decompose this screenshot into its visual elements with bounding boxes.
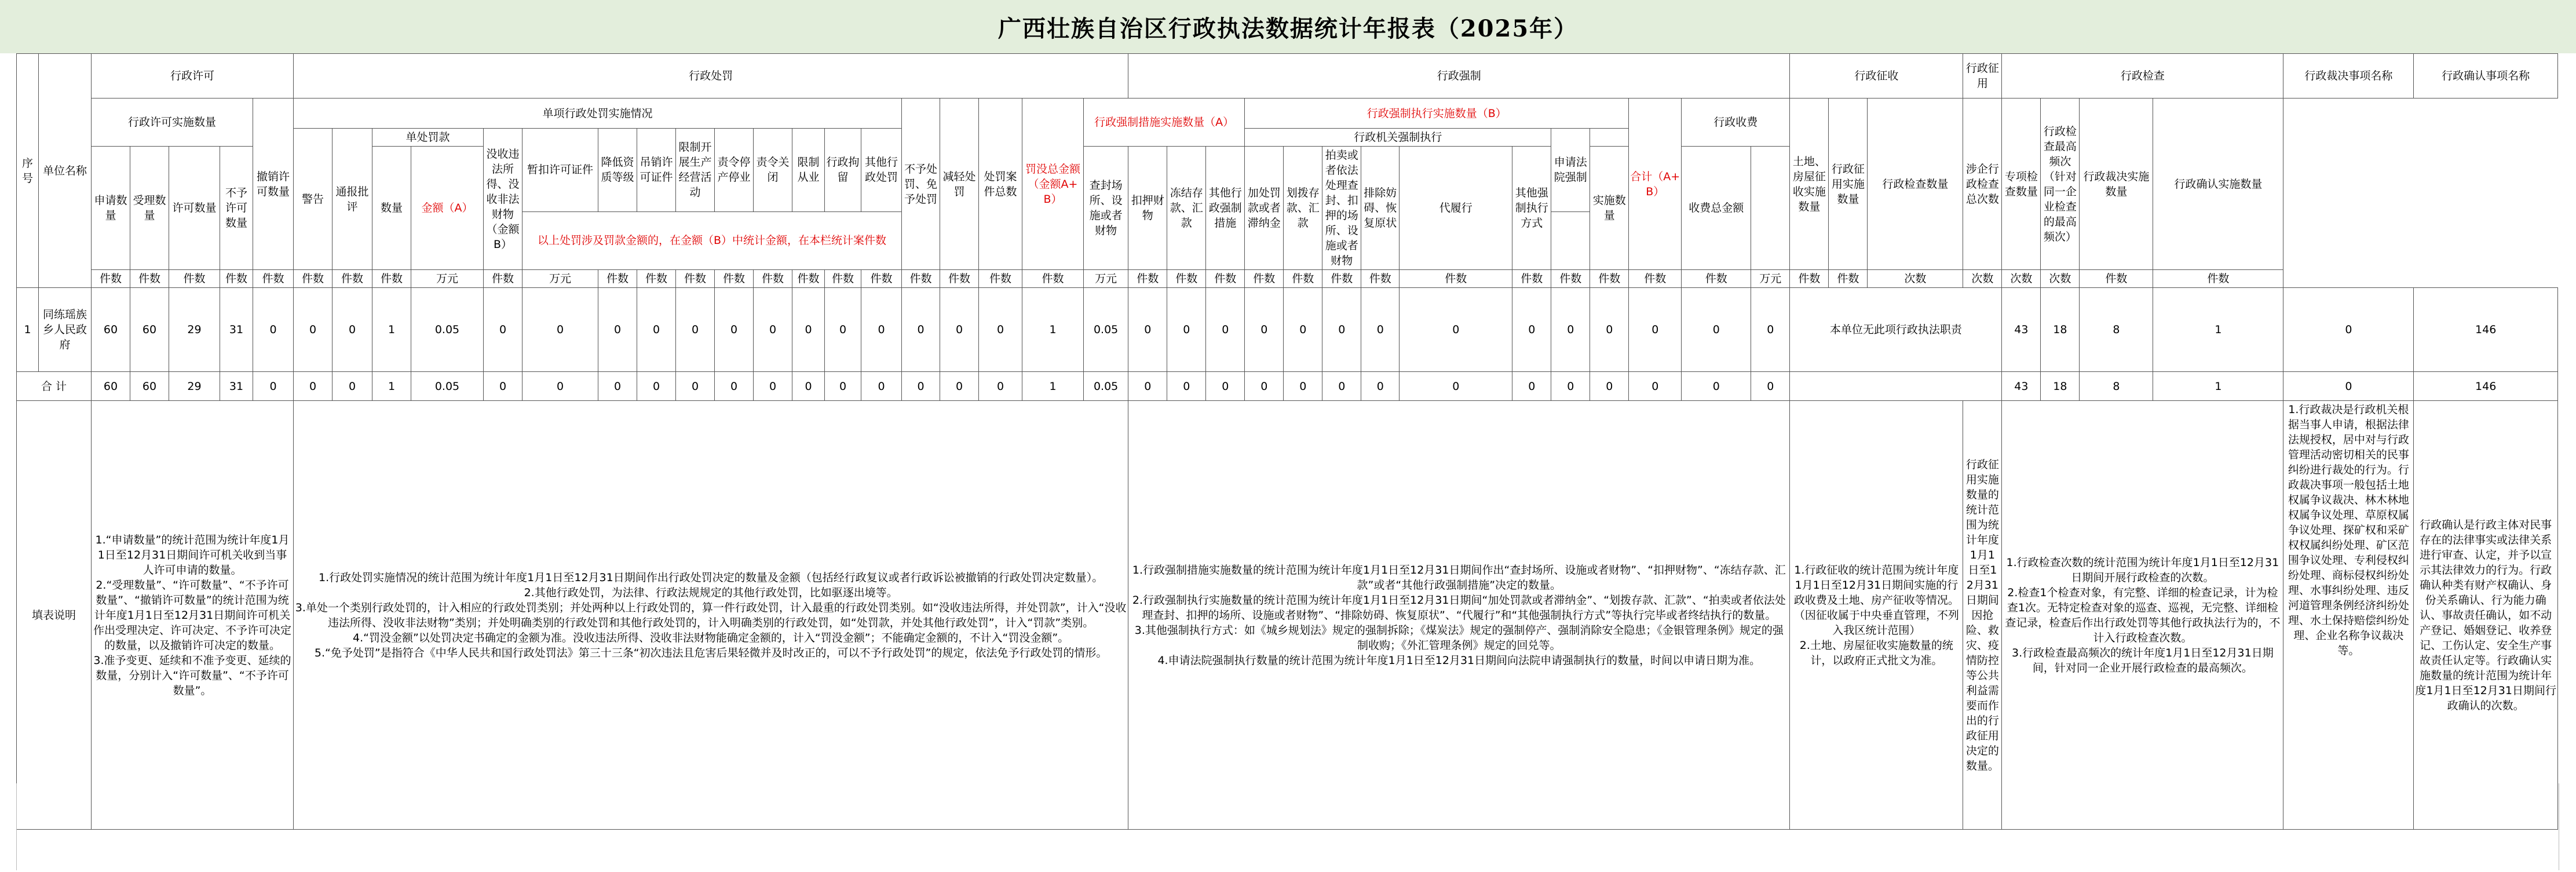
notes-label: 填表说明: [17, 401, 92, 830]
header-qz-measures: 行政强制措施实施数量（A）: [1084, 98, 1245, 147]
cell: 0: [1400, 288, 1512, 372]
cell: 0: [2283, 288, 2414, 372]
cell: 0: [522, 372, 598, 401]
cell: 0: [1629, 372, 1682, 401]
cell: 0: [1512, 288, 1551, 372]
header-qz-court-cont: [1551, 211, 1590, 269]
row-seq: 1: [17, 288, 39, 372]
unit-cell: 件数: [1400, 270, 1512, 288]
unit-cell: 件数: [979, 270, 1022, 288]
cell: 0: [902, 372, 940, 401]
cell: 8: [2080, 288, 2153, 372]
cell: 0: [979, 372, 1022, 401]
header-qz-e-remove: 排除妨碍、恢复原状: [1361, 147, 1400, 270]
unit-cell: 件数: [253, 270, 294, 288]
header-xk-accept: 受理数量: [130, 147, 169, 270]
header-cj-count: 行政裁决实施数量: [2080, 98, 2153, 270]
cell: 0: [1551, 372, 1590, 401]
cell: 31: [220, 288, 253, 372]
unit-cell: 件数: [169, 270, 220, 288]
notes-zs: 1.行政征收的统计范围为统计年度1月1日至12月31日期间实施的行政收费及土地、房产征收等情况。（因征收属于中央垂直管理，不列入我区统计范围） 2.土地、房屋征收实施数量的统计，以政府正式批文为准。: [1790, 401, 1963, 830]
cell: 0: [1590, 372, 1629, 401]
header-cf-revoke-cert: 吊销许可证件: [637, 129, 676, 212]
unit-cell: 件数: [2153, 270, 2283, 288]
cell: 0: [715, 288, 754, 372]
header-qz-m-freeze: 冻结存款、汇款: [1167, 147, 1206, 270]
cell: 0: [522, 288, 598, 372]
unit-cell: 件数: [792, 270, 825, 288]
header-qz-m-seize: 扣押财物: [1128, 147, 1167, 270]
unit-cell: 件数: [754, 270, 792, 288]
cell: 0: [1361, 288, 1400, 372]
total-label: 合 计: [17, 372, 92, 401]
cell: 0: [861, 288, 902, 372]
cell: 0: [940, 372, 979, 401]
no-duty-note: 本单位无此项行政执法职责: [1790, 288, 2002, 372]
header-zs-fee: 行政收费: [1682, 98, 1790, 147]
header-cf-nopenalty: 不予处罚、免予处罚: [902, 98, 940, 270]
unit-cell: 件数: [372, 270, 411, 288]
header-zs-count: 实施数量: [1590, 147, 1629, 270]
cell: 1: [1022, 372, 1084, 401]
cell: 8: [2080, 372, 2153, 401]
cell: 0: [979, 288, 1022, 372]
cell: 1: [372, 288, 411, 372]
cell: 0: [1629, 288, 1682, 372]
cell: 0: [253, 372, 294, 401]
unit-cell: 件数: [1629, 270, 1682, 288]
header-qz-exec-org: 行政机关强制执行: [1245, 129, 1551, 147]
cell: 0: [825, 372, 861, 401]
cell: 60: [92, 288, 130, 372]
header-cf-fine-count: 数量: [372, 147, 411, 270]
cell: 0: [1322, 288, 1361, 372]
cell: 0: [637, 372, 676, 401]
header-cf-confiscate: 没收违法所得、没收非法财物（金额B）: [484, 129, 522, 270]
unit-cell: 件数: [637, 270, 676, 288]
unit-cell: 件数: [92, 270, 130, 288]
report-table: [16, 53, 2558, 830]
cell: 43: [2002, 288, 2041, 372]
header-qz-e-fine: 加处罚款或者滞纳金: [1245, 147, 1284, 270]
cell: 0.05: [411, 372, 484, 401]
cell: 0: [1322, 372, 1361, 401]
cell: 18: [2041, 372, 2080, 401]
cell: 0: [676, 372, 715, 401]
unit-cell: 件数: [1551, 270, 1590, 288]
header-cf-detain: 行政拘留: [825, 129, 861, 212]
cell: 0: [825, 288, 861, 372]
unit-cell: 件数: [1206, 270, 1245, 288]
unit-cell: 件数: [332, 270, 372, 288]
cell: 0: [294, 288, 332, 372]
header-qz-e-other: 其他强制执行方式: [1512, 147, 1551, 270]
cell: 0: [1751, 288, 1790, 372]
unit-cell: 件数: [2080, 270, 2153, 288]
unit-cell: 件数: [294, 270, 332, 288]
notes-zy: 行政征用实施数量的统计范围为统计年度1月1日至12月31日期间因抢险、救灾、疫情防控等公共利益需要而作出的行政征用决定的数量。: [1963, 401, 2002, 830]
cell: 0: [792, 288, 825, 372]
cell: 0: [598, 288, 637, 372]
header-cf-reduce: 减轻处罚: [940, 98, 979, 270]
header-xk-impl: 行政许可实施数量: [92, 98, 253, 147]
unit-cell: 件数: [1512, 270, 1551, 288]
cell: 18: [2041, 288, 2080, 372]
cell: 1: [1022, 288, 1084, 372]
cell: 0: [1245, 288, 1284, 372]
header-cf-total-amount: 罚没总金额（金额A+B）: [1022, 98, 1084, 270]
unit-cell: 件数: [1590, 270, 1629, 288]
notes-qz: 1.行政强制措施实施数量的统计范围为统计年度1月1日至12月31日期间作出“查封场所、设施或者财物”、“扣押财物”、“冻结存款、汇款”或者“其他行政强制措施”决定的数量。 2.行政强制执行实施数量的统计范围为统计年度1月1日至12月31日期间“加处罚款或者滞纳金”、“划拨存款、汇款”、“拍卖或者依法处理查封、扣押的场所、设施或者财物”、“排除妨碍、恢复原状”、“代履行”和“其他强制执行方式”等执行完毕或者终结执行的数量。 3.其他强制执行方式：如《城乡规划法》规定的强制拆除；《煤炭法》规定的强制停产、强制消除安全隐患；《金银管理条例》规定的强制收购；《外汇管理条例》规定的回兑等。 4.申请法院强制执行数量的统计范围为统计年度1月1日至12月31日期间向法院申请强制执行的数量，时间以申请日期为准。: [1128, 401, 1790, 830]
header-cf-fine-amount: 金额（A）: [411, 147, 484, 270]
cell: 0: [1167, 372, 1206, 401]
unit-cell: 件数: [1167, 270, 1206, 288]
empty-cell: [1790, 372, 2002, 401]
unit-cell: 件数: [484, 270, 522, 288]
unit-cell: 次数: [2041, 270, 2080, 288]
unit-cell: 次数: [2002, 270, 2041, 288]
cell: 0: [1682, 288, 1751, 372]
header-cf-limit: 限制开展生产经营活动: [676, 129, 715, 212]
cell: 0: [1128, 288, 1167, 372]
header-jc-special: 专项检查数量: [2002, 98, 2041, 270]
cell: 0: [332, 288, 372, 372]
unit-cell: 件数: [715, 270, 754, 288]
cell: 0: [1751, 372, 1790, 401]
cell: 0: [484, 372, 522, 401]
cell: 0: [676, 288, 715, 372]
cell: 1: [372, 372, 411, 401]
unit-cell: 件数: [1128, 270, 1167, 288]
cell: 31: [220, 372, 253, 401]
cell: 60: [92, 372, 130, 401]
cell: 0: [754, 372, 792, 401]
cell: 60: [130, 372, 169, 401]
unit-cell: 万元: [1751, 270, 1790, 288]
unit-cell: 件数: [1829, 270, 1868, 288]
col-header-unit-name: 单位名称: [39, 54, 92, 288]
cell: 60: [130, 288, 169, 372]
cell: 0: [1206, 288, 1245, 372]
header-cf-other: 其他行政处罚: [861, 129, 902, 212]
unit-cell: 万元: [1084, 270, 1128, 288]
table-row: [17, 288, 2558, 372]
cell: 43: [2002, 372, 2041, 401]
cell: 0.05: [1084, 288, 1128, 372]
cell: 1: [2153, 288, 2283, 372]
header-cf-stop: 责令停产停业: [715, 129, 754, 212]
notes-qr: 行政确认是行政主体对民事存在的法律事实或法律关系进行审查、认定，并予以宣示其法律效力的行为。行政确认种类有财产权确认、身份关系确认、行为能力确认、事故责任确认，如不动产登记、婚姻登记、收养登记、工伤认定、安全生产事故责任认定等。行政确认实施数量的统计范围为统计年度1月1日至12月31日期间行政确认的次数。: [2414, 401, 2558, 830]
header-qr-count: 行政确认实施数量: [2153, 98, 2283, 270]
cell: 0: [1512, 372, 1551, 401]
header-zs-land: 土地、房屋征收实施数量: [1790, 98, 1829, 270]
notes-cf: 1.行政处罚实施情况的统计范围为统计年度1月1日至12月31日期间作出行政处罚决定的数量及金额（包括经行政复议或者行政诉讼被撤销的行政处罚决定数量）。 2.其他行政处罚，为法律、行政法规规定的其他行政处罚，比如驱逐出境等。 3.单处一个类别行政处罚的，计入相应的行政处罚类别；并处两种以上行政处罚的，算一件行政处罚，计入最重的行政处罚类别。如“没收违法所得，并处罚款”，计入“没收违法所得、没收非法财物”类别；并处明确类别的行政处罚和其他行政处罚的，计入明确类别的行政处罚，如“处罚款，并处其他行政处罚”，计入“罚款”类别。 4.“罚没金额”以处罚决定书确定的金额为准。没收违法所得、没收非法财物能确定金额的，计入“罚没金额”；不能确定金额的，不计入“罚没金额”。 5.“免予处罚”是指符合《中华人民共和国行政处罚法》第三十三条“初次违法且危害后果轻微并及时改正的，可以不予行政处罚”的规定，依法免予行政处罚的情形。: [294, 401, 1128, 830]
header-jc-max: 行政检查最高频次（针对同一企业检查的最高频次）: [2041, 98, 2080, 270]
header-qz-e-proxy: 代履行: [1400, 147, 1512, 270]
header-cf-suspend: 暂扣许可证件: [522, 129, 598, 212]
cell: 0: [294, 372, 332, 401]
header-qz-e-transfer: 划拨存款、汇款: [1284, 147, 1322, 270]
cell: 0: [754, 288, 792, 372]
header-qz-e-auction: 拍卖或者依法处理查封、扣押的场所、设施或者财物: [1322, 147, 1361, 270]
unit-cell: 万元: [522, 270, 598, 288]
cell: 0: [1167, 288, 1206, 372]
section-header-xzqr: 行政确认事项名称: [2414, 54, 2558, 98]
notes-cj: 1.行政裁决是行政机关根据当事人申请，根据法律法规授权，居中对与行政管理活动密切相关的民事纠纷进行裁处的行为。行政裁决事项一般包括土地权属争议裁决、林木林地权属争议处理、草原权属争议处理、探矿权和采矿权权属纠纷处理、矿区范围争议处理、专利侵权纠纷处理、商标侵权纠纷处理、水事纠纷处理、违反河道管理条例经济纠纷处理、水土保持赔偿纠纷处理、企业名称争议裁决等。: [2283, 401, 2414, 830]
cell: 0: [1284, 288, 1322, 372]
header-zs-amount: 收费总金额: [1682, 147, 1751, 270]
section-header-xzcf: 行政处罚: [294, 54, 1128, 98]
section-header-xzxk: 行政许可: [92, 54, 294, 98]
cell: 1: [2153, 372, 2283, 401]
units-row: [17, 270, 2558, 288]
unit-cell: 件数: [940, 270, 979, 288]
unit-cell: 件数: [1682, 270, 1751, 288]
unit-cell: 件数: [825, 270, 861, 288]
cell: 0: [1590, 288, 1629, 372]
unit-cell: 次数: [1963, 270, 2002, 288]
unit-cell: 件数: [130, 270, 169, 288]
cell: 0.05: [411, 288, 484, 372]
unit-cell: 万元: [411, 270, 484, 288]
header-qz-court: 申请法院强制: [1551, 129, 1590, 212]
section-header-xzqz: 行政强制: [1128, 54, 1790, 98]
blank-area: [16, 783, 2559, 870]
cell: 29: [169, 288, 220, 372]
header-qz-exec: 行政强制执行实施数量（B）: [1245, 98, 1629, 129]
unit-cell: 件数: [1245, 270, 1284, 288]
cell: 0: [1682, 372, 1751, 401]
header-cf-notice: 通报批评: [332, 129, 372, 270]
header-jc-count: 行政检查数量: [1868, 98, 1963, 270]
cell: 0: [253, 288, 294, 372]
section-header-xzjc: 行政检查: [2002, 54, 2283, 98]
total-row: [17, 372, 2558, 401]
cell: 0: [637, 288, 676, 372]
unit-cell: 件数: [1022, 270, 1084, 288]
cell: 0: [792, 372, 825, 401]
cell: 0: [902, 288, 940, 372]
header-cf-restrict: 限制从业: [792, 129, 825, 212]
cell: 0: [598, 372, 637, 401]
unit-cell: 件数: [861, 270, 902, 288]
header-cf-downgrade: 降低资质等级: [598, 129, 637, 212]
header-xk-deny: 不予许可数量: [220, 147, 253, 270]
cell: 146: [2414, 288, 2558, 372]
cell: 0: [1128, 372, 1167, 401]
cell: 0: [1245, 372, 1284, 401]
unit-cell: 件数: [1361, 270, 1400, 288]
header-cf-total-cases: 处罚案件总数: [979, 98, 1022, 270]
header-cf-note: 以上处罚涉及罚款金额的，在金额（B）中统计金额，在本栏统计案件数: [522, 211, 902, 269]
cell: 0: [1551, 288, 1590, 372]
cell: 146: [2414, 372, 2558, 401]
notes-jc: 1.行政检查次数的统计范围为统计年度1月1日至12月31日期间开展行政检查的次数。 2.检查1个检查对象，有完整、详细的检查记录，计为检查1次。无特定检查对象的巡查、巡视，无完整、详细检查记录，检查后作出行政处罚等其他行政执法行为的，不计入行政检查次数。 3.行政检查最高频次的统计年度1月1日至12月31日期间，针对同一企业开展行政检查的最高频次。: [2002, 401, 2283, 830]
notes-row: [17, 401, 2558, 830]
section-header-xzzy: 行政征用: [1963, 54, 2002, 98]
header-cf-single: 单项行政处罚实施情况: [294, 98, 902, 129]
header-qz-m-other: 其他行政强制措施: [1206, 147, 1245, 270]
cell: 0: [1284, 372, 1322, 401]
cell: 0: [484, 288, 522, 372]
header-zy-count: 行政征用实施数量: [1829, 98, 1868, 270]
unit-cell: 件数: [598, 270, 637, 288]
cell: 0: [1361, 372, 1400, 401]
cell: 0.05: [1084, 372, 1128, 401]
header-qz-m-seal: 查封场所、设施或者财物: [1084, 147, 1128, 270]
header-qz-total: 合计（A+B）: [1629, 98, 1682, 270]
unit-cell: 件数: [676, 270, 715, 288]
cell: 0: [332, 372, 372, 401]
cell: 0: [715, 372, 754, 401]
report-title: 广西壮族自治区行政执法数据统计年报表（2025年）: [0, 0, 2576, 53]
unit-cell: 件数: [1790, 270, 1829, 288]
section-header-xzzs: 行政征收: [1790, 54, 1963, 98]
header-cf-close: 责令关闭: [754, 129, 792, 212]
cell: 0: [2283, 372, 2414, 401]
header-xk-revoke: 撤销许可数量: [253, 98, 294, 270]
header-cf-fine-group: 单处罚款: [372, 129, 484, 147]
unit-cell: 次数: [1868, 270, 1963, 288]
header-jc-enterprise: 涉企行政检查总次数: [1963, 98, 2002, 270]
header-xk-grant: 许可数量: [169, 147, 220, 270]
section-header-xzcj: 行政裁决事项名称: [2283, 54, 2414, 98]
cell: 0: [861, 372, 902, 401]
unit-cell: 件数: [902, 270, 940, 288]
unit-cell: 件数: [1284, 270, 1322, 288]
cell: 0: [940, 288, 979, 372]
cell: 0: [1206, 372, 1245, 401]
col-header-seq: 序号: [17, 54, 39, 288]
header-cf-warning: 警告: [294, 129, 332, 270]
cell: 0: [1400, 372, 1512, 401]
cell: 29: [169, 372, 220, 401]
notes-xk: 1.“申请数量”的统计范围为统计年度1月1日至12月31日期间许可机关收到当事人许可申请的数量。 2.“受理数量”、“许可数量”、“不予许可数量”、“撤销许可数量”的统计范围为统计年度1月1日至12月31日期间许可机关作出受理决定、许可决定、不予许可决定的数量，以及撤销许可决定的数量。 3.准予变更、延续和不准予变更、延续的数量，分别计入“许可数量”、“不予许可数量”。: [92, 401, 294, 830]
header-xk-apply: 申请数量: [92, 147, 130, 270]
row-unit-name: 同练瑶族乡人民政府: [39, 288, 92, 372]
unit-cell: 件数: [220, 270, 253, 288]
unit-cell: 件数: [1322, 270, 1361, 288]
